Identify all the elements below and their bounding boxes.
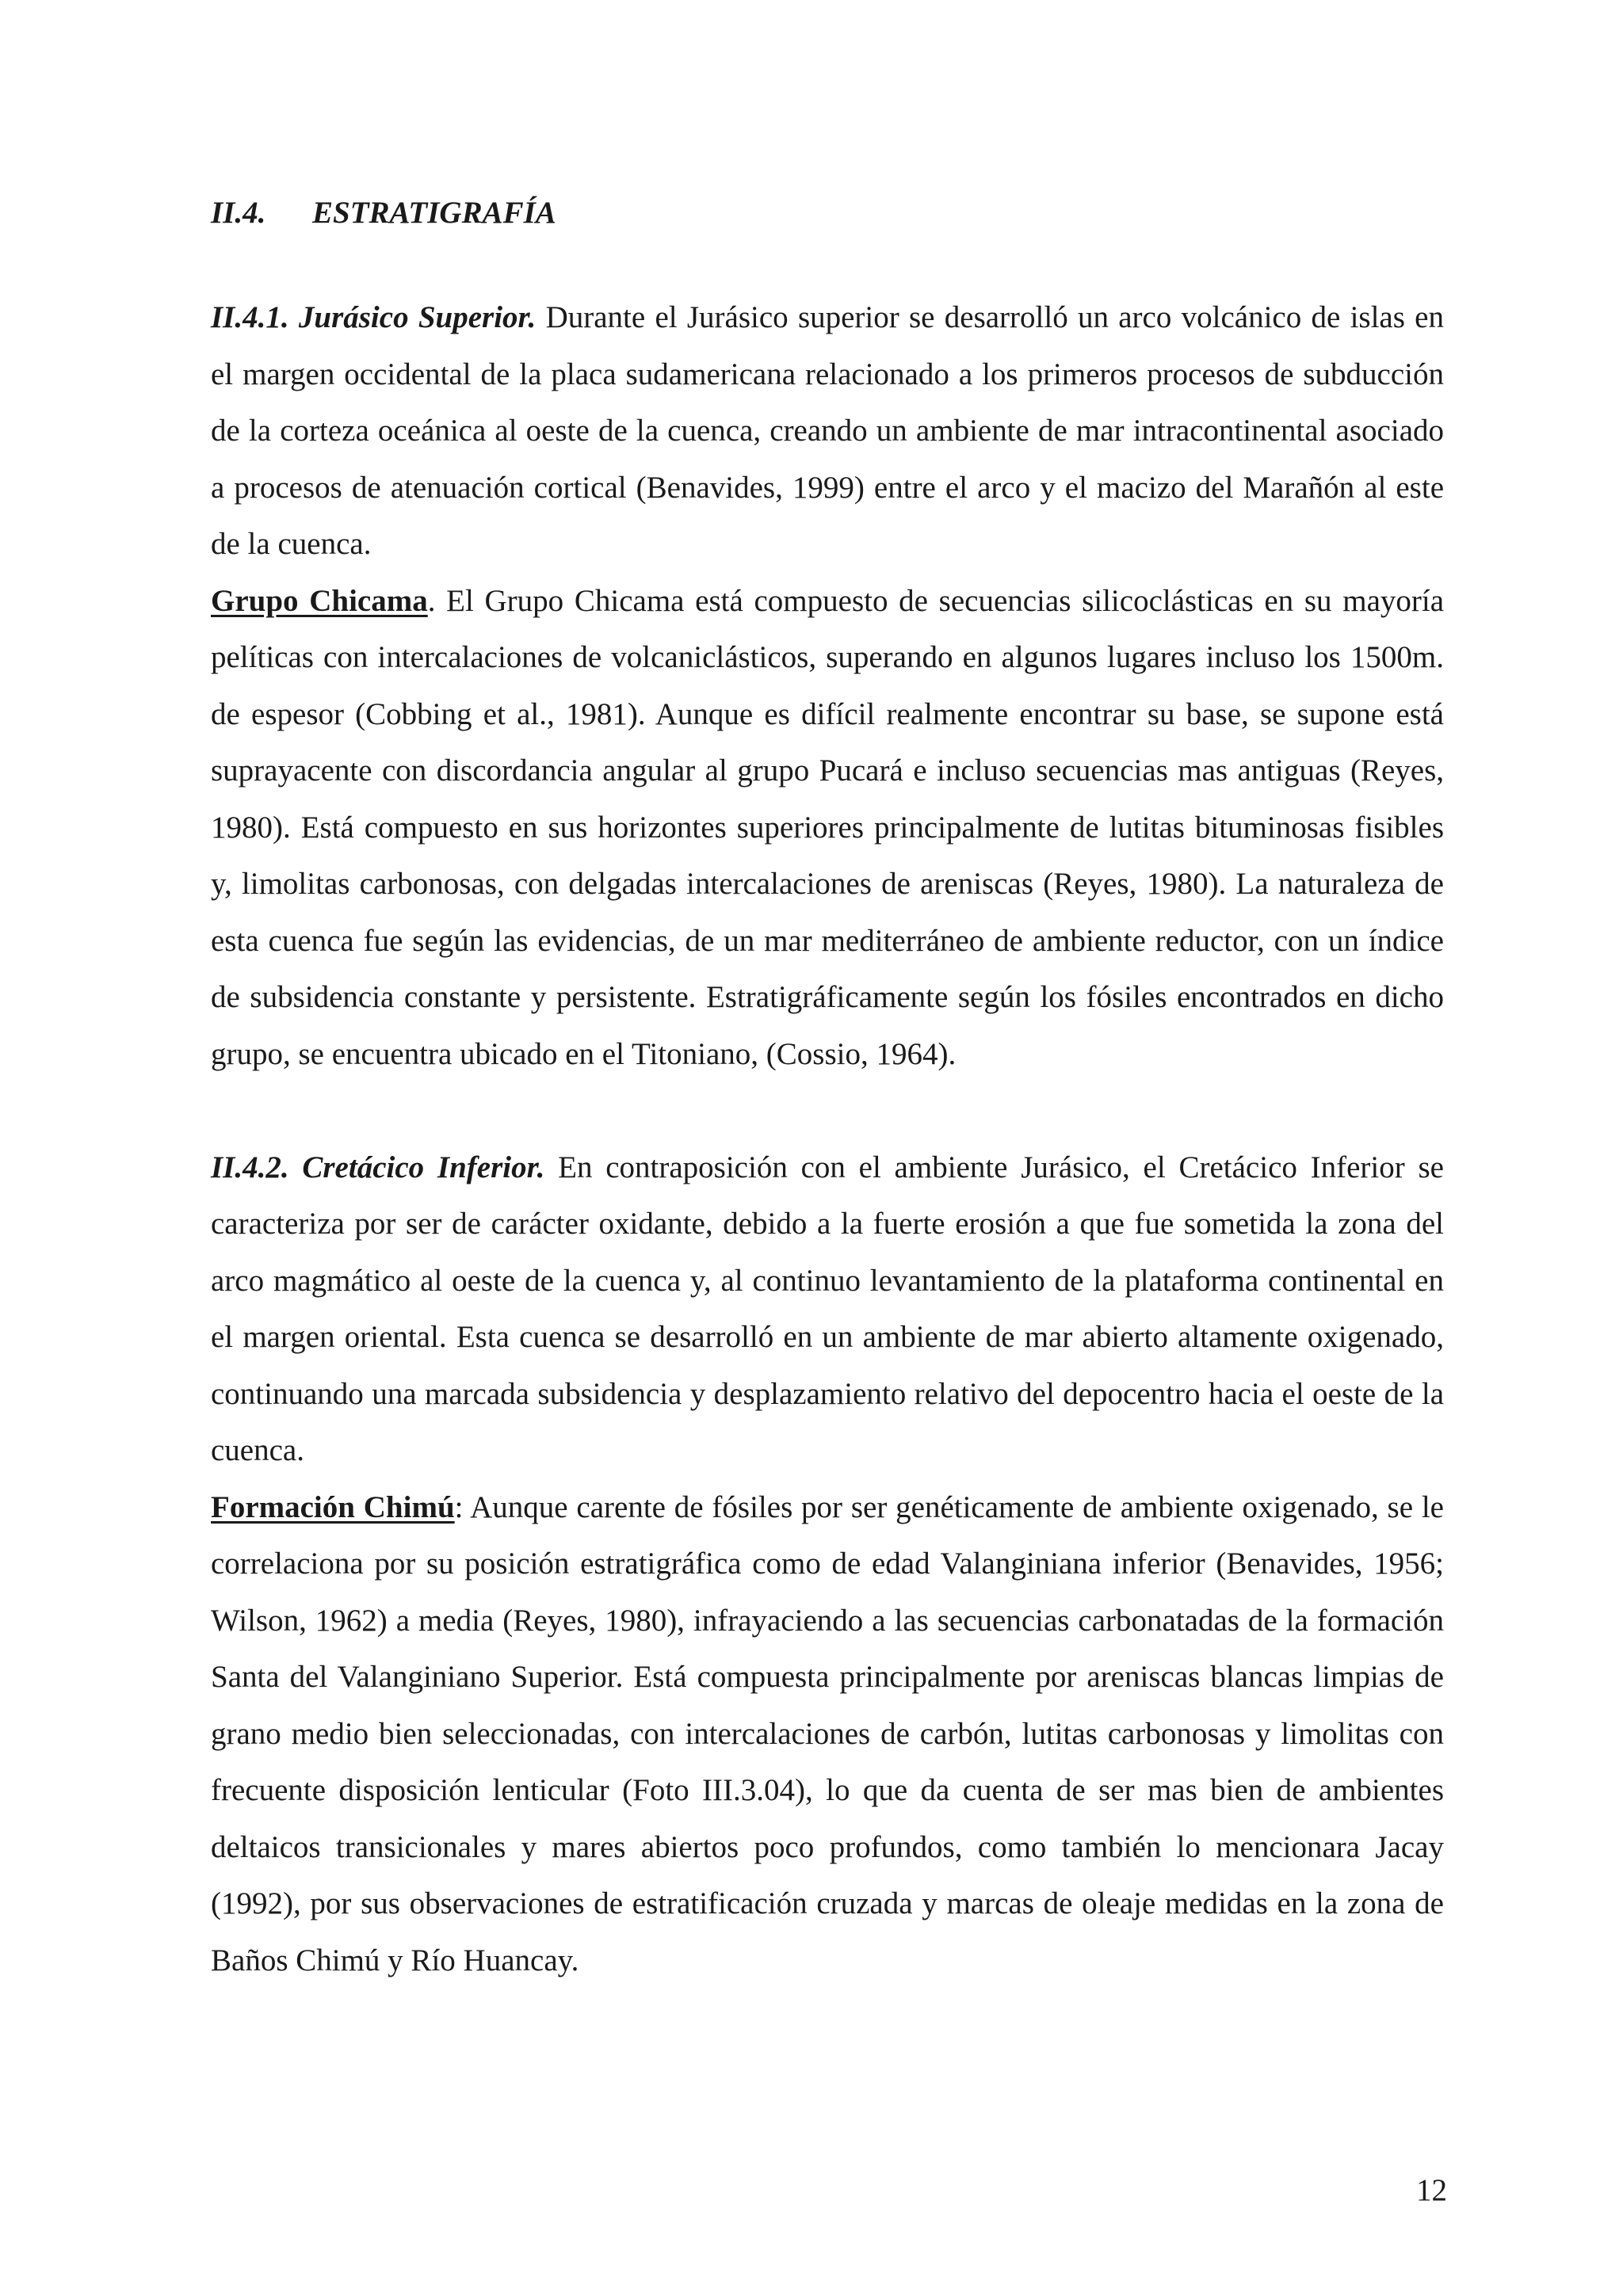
formacion-chimu-separator: : bbox=[454, 1489, 464, 1524]
section-number: II.4. bbox=[211, 196, 266, 230]
formacion-chimu-text: Aunque carente de fósiles por ser genéticamente de ambiente oxigenado, se le correlaciona por su posición estratigráfica como de edad Valanginiana inferior (Benavides, 1956; Wilson, 1962) a media (Reyes, 1980), infrayaciendo a las secuencias carbonatadas de la formación Santa del Valanginiano Superior. Está compuesta principalmente por areniscas blancas limpias de grano medio bien seleccionadas, con intercalaciones de carbón, lutitas carbonosas y limolitas con frecuente disposición lenticular (Foto III.3.04), lo que da cuenta de ser mas bien de ambientes deltaicos transicionales y mares abiertos poco profundos, como también lo mencionara Jacay (1992), por sus observaciones de estratificación cruzada y marcas de oleaje medidas en la zona de Baños Chimú y Río Huancay. bbox=[211, 1489, 1444, 1978]
section-heading bbox=[211, 193, 1444, 233]
grupo-chicama-paragraph bbox=[211, 573, 1444, 1083]
section-title: ESTRATIGRAFÍA bbox=[312, 196, 556, 230]
group-name-grupo-chicama: Grupo Chicama bbox=[211, 583, 428, 618]
grupo-chicama-text: El Grupo Chicama está compuesto de secuencias silicoclásticas en su mayoría pelíticas con intercalaciones de volcaniclásticos, superando en algunos lugares incluso los 1500m. de espesor (Cobbing et al., 1981). Aunque es difícil realmente encontrar su base, se supone está suprayacente con discordancia angular al grupo Pucará e incluso secuencias mas antiguas (Reyes, 1980). Está compuesto en sus horizontes superiores principalmente de lutitas bituminosas fisibles y, limolitas carbonosas, con delgadas intercalaciones de areniscas (Reyes, 1980). La naturaleza de esta cuenca fue según las evidencias, de un mar mediterráneo de ambiente reductor, con un índice de subsidencia constante y persistente. Estratigráficamente según los fósiles encontrados en dicho grupo, se encuentra ubicado en el Titoniano, (Cossio, 1964). bbox=[211, 583, 1445, 1071]
grupo-chicama-separator: . bbox=[427, 583, 436, 618]
paragraph-gap bbox=[211, 1082, 1444, 1139]
jurasico-superior-paragraph bbox=[211, 289, 1444, 573]
subsection-heading-cretacico-inferior: II.4.2. Cretácico Inferior. bbox=[211, 1150, 545, 1184]
page-number: 12 bbox=[1416, 2173, 1447, 2207]
subsection-heading-jurasico-superior: II.4.1. Jurásico Superior. bbox=[211, 300, 537, 334]
jurasico-superior-text: Durante el Jurásico superior se desarrolló un arco volcánico de islas en el margen occidental de la placa sudamericana relacionado a los primeros procesos de subducción de la corteza oceánica al oeste de la cuenca, creando un ambiente de mar intracontinental asociado a procesos de atenuación cortical (Benavides, 1999) entre el arco y el macizo del Marañón al este de la cuenca. bbox=[211, 300, 1444, 561]
group-name-formacion-chimu: Formación Chimú bbox=[211, 1489, 455, 1524]
cretacico-inferior-text: En contraposición con el ambiente Jurásico, el Cretácico Inferior se caracteriza por ser de carácter oxidante, debido a la fuerte erosión a que fue sometida la zona del arco magmático al oeste de la cuenca y, al continuo levantamiento de la plataforma continental en el margen oriental. Esta cuenca se desarrolló en un ambiente de mar abierto altamente oxigenado, continuando una marcada subsidencia y desplazamiento relativo del depocentro hacia el oeste de la cuenca. bbox=[211, 1150, 1444, 1467]
document-page bbox=[211, 193, 1444, 1989]
formacion-chimu-paragraph bbox=[211, 1479, 1444, 1989]
cretacico-inferior-paragraph bbox=[211, 1139, 1444, 1479]
